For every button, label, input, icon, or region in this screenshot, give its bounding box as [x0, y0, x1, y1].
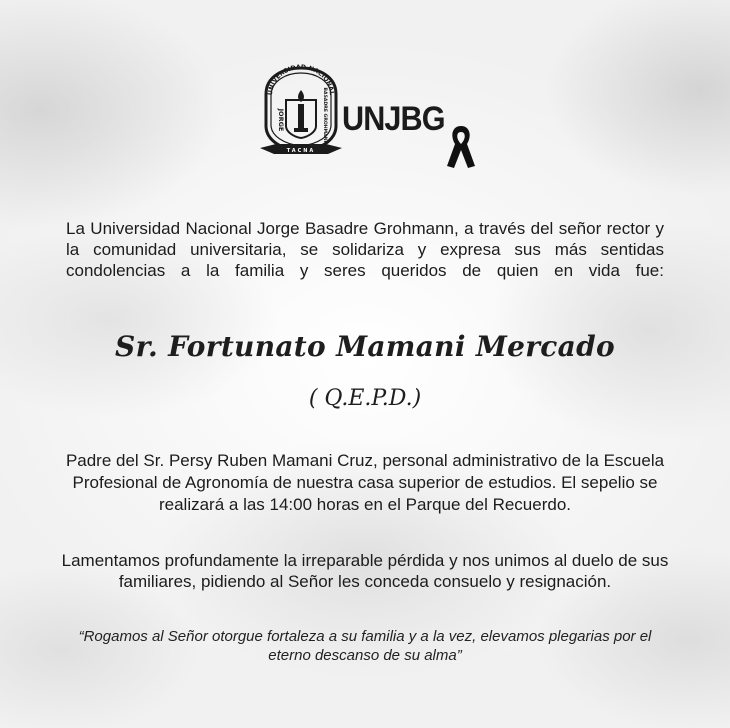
qepd-label: ( Q.E.P.D.) — [308, 386, 422, 411]
prayer-quote: “Rogamos al Señor otorgue fortaleza a su familia y a la vez, elevamos plegarias por el eterno descanso de su alma” — [78, 628, 652, 664]
seal-text-bottom: TACNA — [286, 148, 316, 154]
condolence-message: Lamentamos profundamente la irreparable pérdida y nos unimos al duelo de sus familiares, pidiendo al Señor les conceda consuelo y resignación. — [61, 551, 669, 591]
seal-text-left: JORGE — [277, 108, 285, 132]
family-details: Padre del Sr. Persy Ruben Mamani Cruz, personal administrativo de la Escuela Profesional de Agronomía de nuestra casa superior de estudios. El sepelio se realizará a las 14:00 horas en el Parque del Recuerdo. — [65, 451, 665, 514]
mourning-ribbon-icon — [444, 122, 478, 170]
seal-text-top: UNIVERSIDAD NACIONAL — [266, 64, 336, 96]
deceased-name: Sr. Fortunato Mamani Mercado — [115, 330, 615, 363]
brand-text: UNJBG — [342, 100, 445, 138]
condolence-intro: La Universidad Nacional Jorge Basadre Grohmann, a través del señor rector y la comunidad universitaria, se solidariza y expresa sus más sentidas condolencias a la familia y seres queridos de quien en vida fue: — [66, 219, 664, 280]
seal-text-right: BASADRE GROHMANN — [322, 87, 327, 145]
university-seal-icon — [258, 64, 344, 160]
university-logo — [258, 64, 488, 168]
